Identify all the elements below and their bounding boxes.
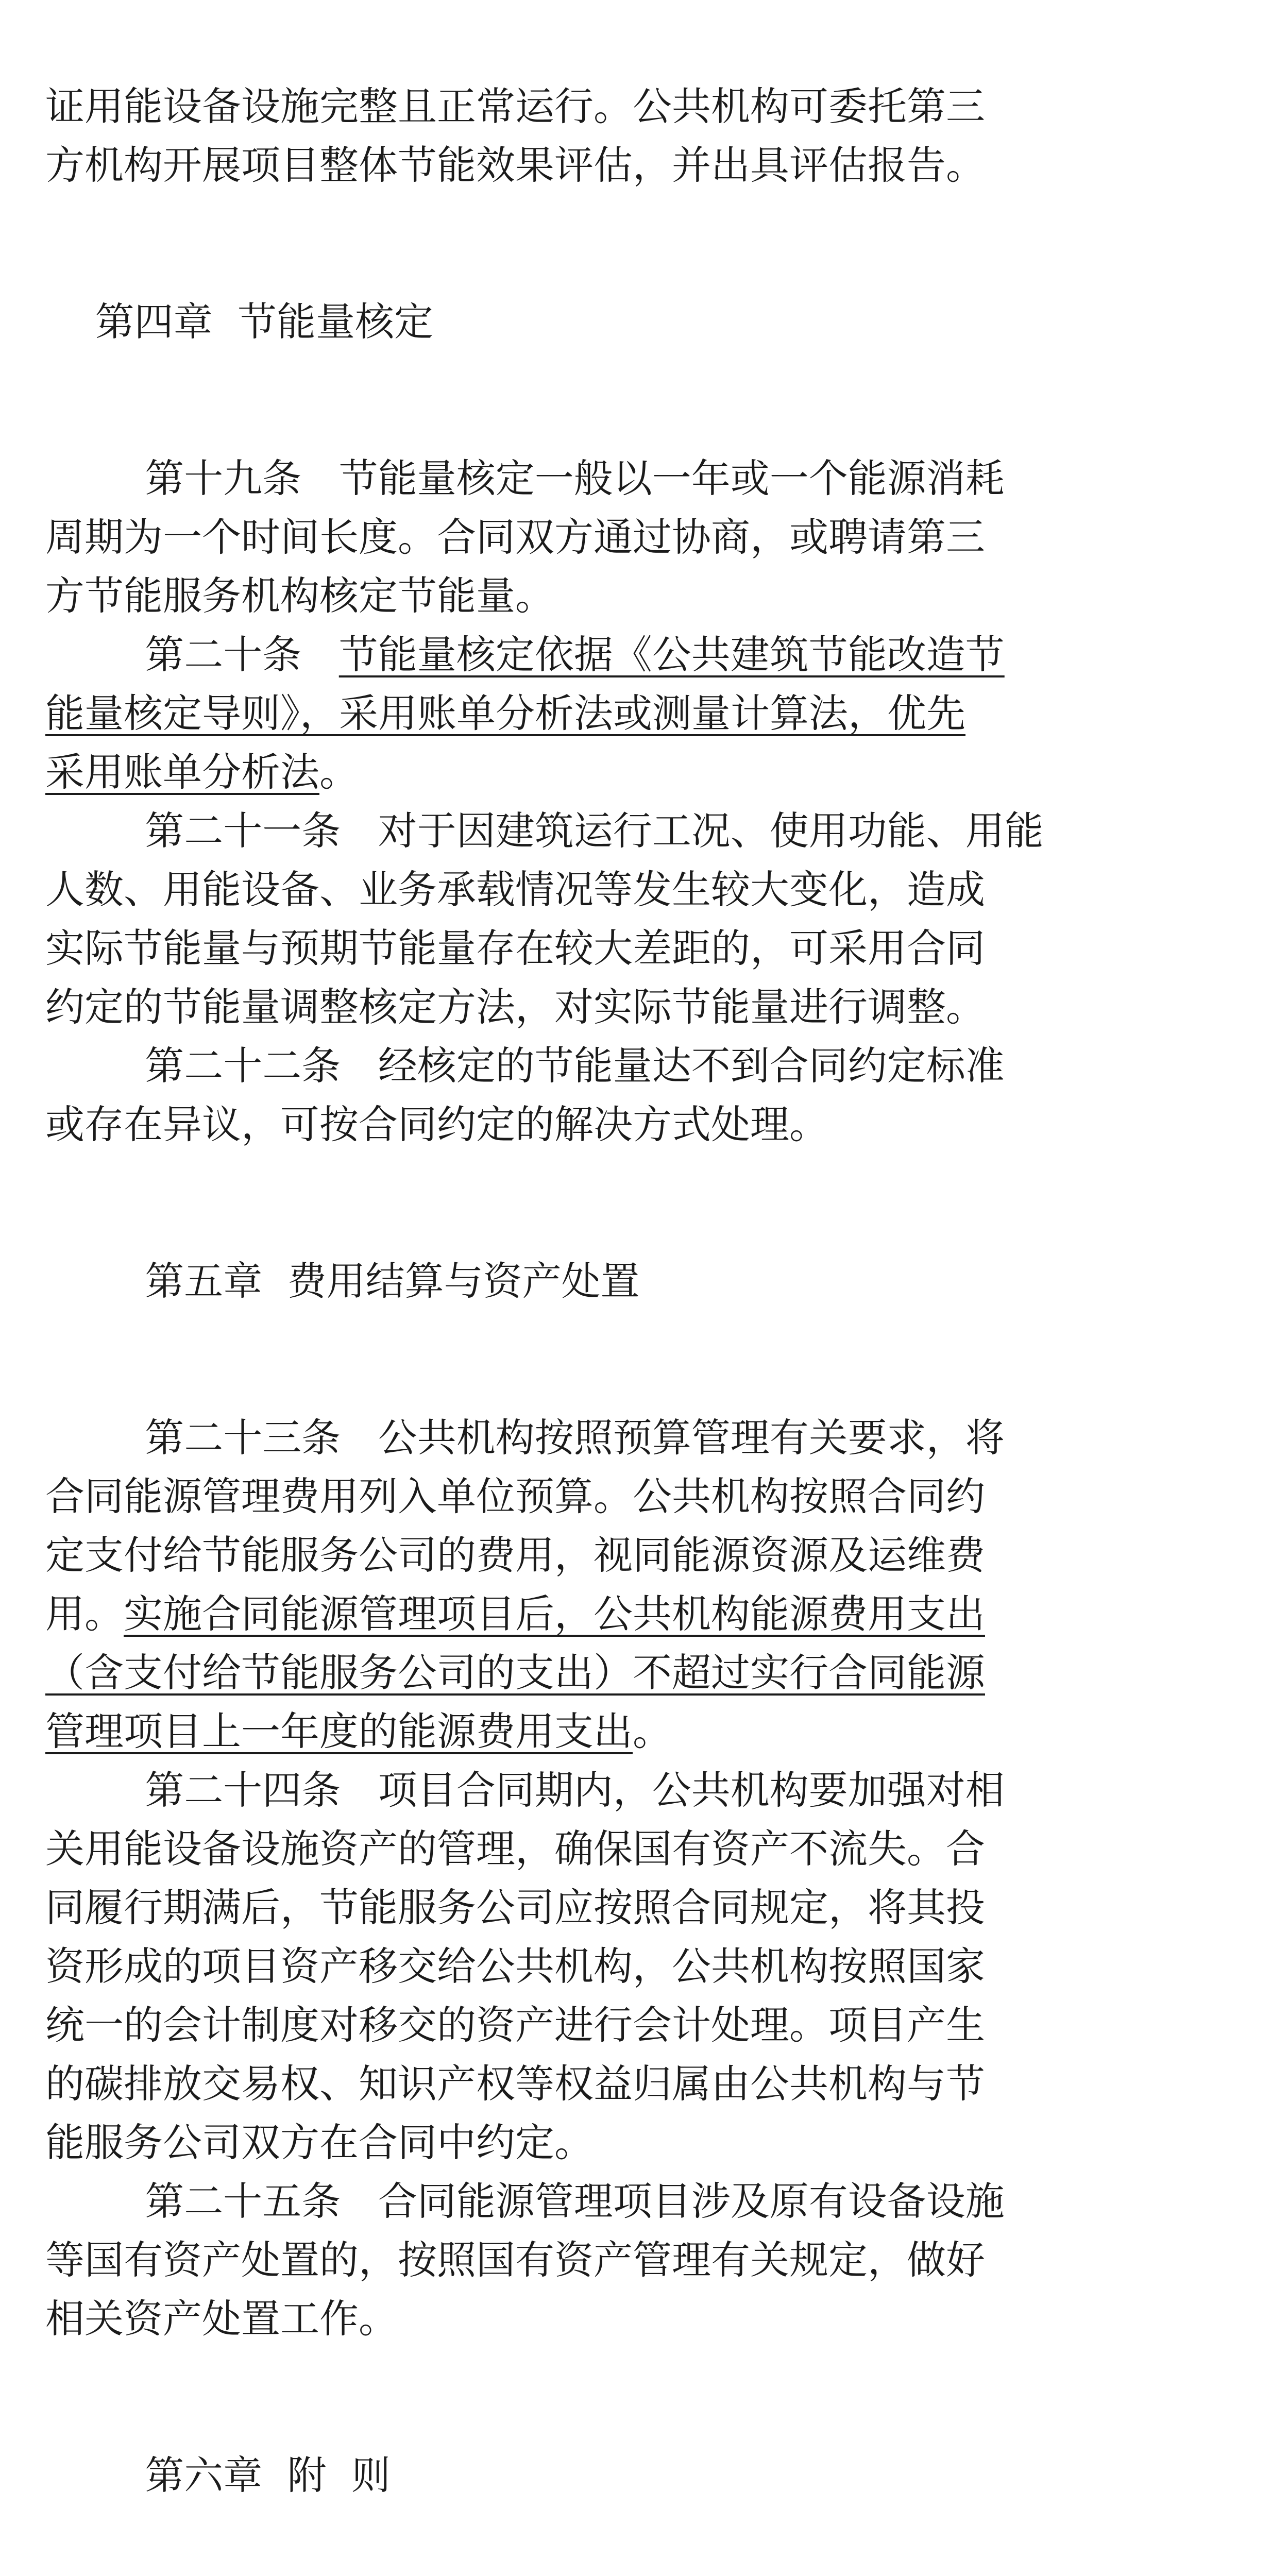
blank-line (45, 2544, 1065, 2576)
article-24-line: 关用能设备设施资产的管理，确保国有资产不流失。合 (45, 1826, 985, 1872)
article-23-line (45, 1643, 1065, 1702)
article-23-line: 定支付给节能服务公司的费用，视同能源资源及运维费 (45, 1532, 985, 1578)
article-24-line: 资形成的项目资产移交给公共机构，公共机构按照国家 (45, 1943, 985, 1989)
article-25-line: 第二十五条 合同能源管理项目涉及原有设备设施 (45, 2178, 1005, 2224)
article-24-line: 同履行期满后，节能服务公司应按照合同规定，将其投 (45, 1885, 985, 1930)
article-22-line: 第二十二条 经核定的节能量达不到合同约定标准 (45, 1043, 1005, 1089)
article-19-line: 周期为一个时间长度。合同双方通过协商，或聘请第三 (45, 514, 985, 560)
underlined-text: 节能量核定依据《公共建筑节能改造节 (338, 632, 1005, 677)
article-21-line: 约定的节能量调整核定方法，对实际节能量进行调整。 (45, 984, 985, 1030)
underlined-text: 实施合同能源管理项目后，公共机构能源费用支出 (124, 1591, 985, 1637)
article-24-line: 的碳排放交易权、知识产权等权益归属由公共机构与节 (45, 2061, 985, 2107)
article-23-line (45, 1585, 1065, 1643)
article-25-line: 相关资产处置工作。 (45, 2296, 398, 2342)
article-23-line: 第二十三条 公共机构按照预算管理有关要求，将 (45, 1415, 1005, 1461)
article-21-line: 实际节能量与预期节能量存在较大差距的，可采用合同 (45, 925, 985, 971)
blank-line (45, 1350, 1065, 1409)
chapter-4-heading: 第四章 节能量核定 (45, 299, 433, 345)
blank-line (45, 195, 1065, 253)
underlined-text: 能量核定导则》，采用账单分析法或测量计算法，优先 (45, 690, 965, 736)
article-24-line: 统一的会计制度对移交的资产进行会计处理。项目产生 (45, 2002, 985, 2048)
punctuation: 。 (319, 749, 359, 795)
article-21-line: 人数、用能设备、业务承载情况等发生较大变化，造成 (45, 867, 985, 912)
blank-line (45, 1154, 1065, 1213)
plain-text: 用。 (45, 1591, 124, 1637)
article-20-line (45, 625, 1065, 684)
underlined-text: 管理项目上一年度的能源费用支出 (45, 1708, 633, 1754)
article-19-line: 第十九条 节能量核定一般以一年或一个能源消耗 (45, 455, 1005, 501)
blank-line (45, 2348, 1065, 2407)
text-line: 方机构开展项目整体节能效果评估，并出具评估报告。 (45, 142, 985, 188)
document-page (45, 77, 1065, 2576)
article-19-line: 方节能服务机构核定节能量。 (45, 573, 554, 619)
chapter-6-heading: 第六章 附 则 (45, 2452, 391, 2498)
article-23-line (45, 1702, 1065, 1761)
article-24-line: 能服务公司双方在合同中约定。 (45, 2120, 594, 2165)
article-25-line: 等国有资产处置的，按照国有资产管理有关规定，做好 (45, 2237, 985, 2283)
article-20-line (45, 684, 1065, 743)
article-22-line: 或存在异议，可按合同约定的解决方式处理。 (45, 1101, 828, 1147)
article-21-line: 第二十一条 对于因建筑运行工况、使用功能、用能 (45, 808, 1044, 854)
article-20-label: 第二十条 (45, 632, 339, 677)
chapter-5-heading: 第五章 费用结算与资产处置 (45, 1258, 640, 1304)
punctuation: 。 (633, 1708, 672, 1754)
article-24-line: 第二十四条 项目合同期内，公共机构要加强对相 (45, 1767, 1005, 1813)
text-line: 证用能设备设施完整且正常运行。公共机构可委托第三 (45, 83, 985, 129)
underlined-text: 采用账单分析法 (45, 749, 319, 795)
blank-line (45, 391, 1065, 449)
underlined-text: （含支付给节能服务公司的支出）不超过实行合同能源 (45, 1650, 985, 1696)
article-23-line: 合同能源管理费用列入单位预算。公共机构按照合同约 (45, 1473, 985, 1519)
article-20-line (45, 743, 1065, 802)
